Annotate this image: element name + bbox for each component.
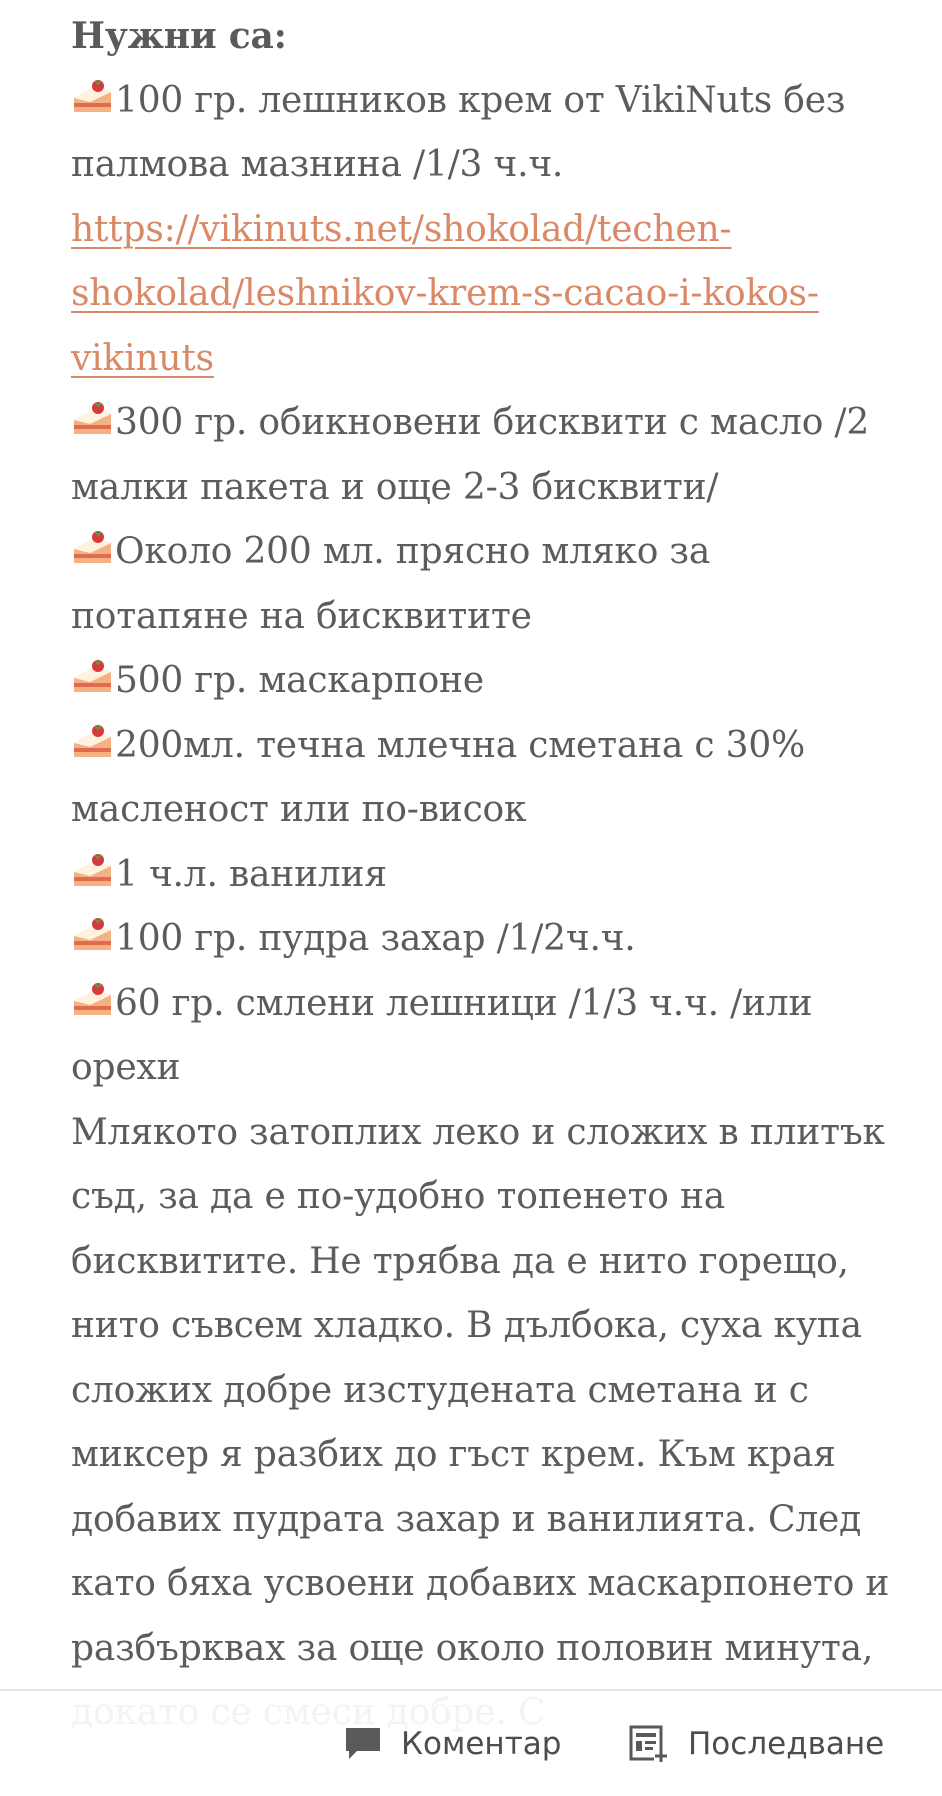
ingredient-item [71, 391, 891, 520]
cake-slice-icon [71, 400, 113, 438]
ingredient-item [71, 843, 891, 908]
comment-bubble-icon [343, 1725, 383, 1763]
ingredient-text: Около 200 мл. прясно мляко за потапяне на бисквитите [71, 531, 711, 637]
cake-slice-icon [71, 529, 113, 567]
cake-slice-icon [71, 852, 113, 890]
follow-label: Последване [688, 1725, 885, 1762]
cake-slice-icon [71, 78, 113, 116]
ingredient-text: 1 ч.л. ванилия [115, 853, 387, 895]
comment-label: Коментар [401, 1725, 562, 1762]
cake-slice-icon [71, 916, 113, 954]
product-link-line [71, 198, 891, 392]
method-paragraph: Млякото затоплих леко и сложих в плитък съд, за да е по-удобно топенето на бисквитите. Не трябва да е нито горещо, нито съвсем хладко. В дълбока, суха купа сложих добре изстудената сметана и с миксер я разбих до гъст крем. Към края добавих пудрата захар и ванилията. След като бяха усвоени добавих маскарпонето и разбърквах за още около половин минута, [71, 1111, 890, 1669]
ingredient-text: 100 гр. пудра захар /1/2ч.ч. [115, 918, 636, 959]
post-content [71, 4, 891, 1746]
ingredient-text: 500 гр. маскарпоне [115, 660, 484, 701]
ingredients-heading: Нужни са: [71, 15, 287, 57]
reader-follow-icon [628, 1724, 670, 1764]
ingredient-text: 300 гр. обикновени бисквити с масло /2 малки пакета и още 2-3 бисквити/ [71, 402, 870, 508]
ingredient-text: 200мл. течна млечна сметана с 30% масленост или по-висок [71, 724, 806, 830]
ingredient-item [71, 907, 891, 972]
ingredients-list [71, 391, 891, 1101]
ingredient-text: 60 гр. смлени лешници /1/3 ч.ч. /или орехи [71, 982, 813, 1088]
ingredient-text: 100 гр. лешников крем от VikiNuts без палмова мазнина /1/3 ч.ч. [71, 79, 846, 185]
follow-button[interactable] [628, 1691, 884, 1796]
product-link[interactable]: https://vikinuts.net/shokolad/techen-shokolad/leshnikov-krem-s-cacao-i-kokos-vikinuts [71, 208, 819, 379]
ingredient-item [71, 520, 891, 649]
ingredient-item [71, 649, 891, 714]
ingredient-item [71, 69, 891, 198]
comment-button[interactable] [343, 1691, 561, 1796]
ingredient-item [71, 972, 891, 1101]
cake-slice-icon [71, 981, 113, 1019]
cake-slice-icon [71, 723, 113, 761]
ingredient-item [71, 714, 891, 843]
cake-slice-icon [71, 658, 113, 696]
bottom-action-bar [0, 1689, 942, 1796]
